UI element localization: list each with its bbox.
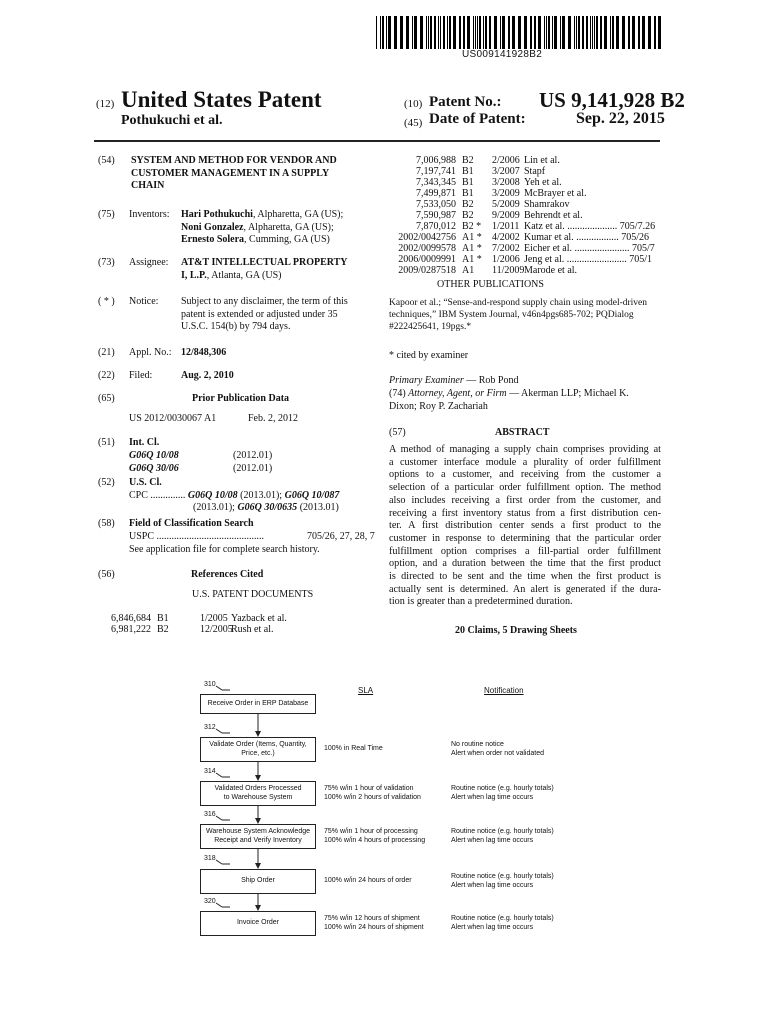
- reference-kind: B2: [462, 199, 474, 210]
- other-publications: [389, 297, 669, 333]
- abstract-line: selection of a particular order fulfillment option. The method: [389, 482, 661, 494]
- reference-row: [380, 243, 680, 254]
- notification-text: [451, 828, 554, 845]
- code-73: (73): [98, 257, 115, 268]
- reference-name: Kumar et al. ................. 705/26: [524, 232, 649, 243]
- reference-kind: B2: [157, 624, 169, 635]
- reference-kind: B1: [462, 188, 474, 199]
- reference-row: [380, 166, 680, 177]
- claims-count: 20 Claims, 5 Drawing Sheets: [455, 625, 577, 636]
- flowchart-step: [200, 694, 316, 714]
- cpc-date: (2013.01);: [193, 502, 238, 513]
- sla-line: 100% w/in 4 hours of processing: [324, 836, 426, 844]
- filed-label: Filed:: [129, 370, 153, 381]
- code-56: (56): [98, 569, 115, 580]
- notification-text: [451, 741, 544, 758]
- prior-pub-title: Prior Publication Data: [192, 393, 290, 404]
- flowchart-step: [200, 781, 316, 806]
- sla-line: 75% w/in 1 hour of validation: [324, 785, 414, 792]
- reference-name: Yazback et al.: [231, 613, 287, 624]
- reference-kind: A1 *: [462, 232, 482, 243]
- reference-no: 2009/0287518: [398, 265, 456, 276]
- notice-label: Notice:: [129, 296, 159, 307]
- assignee: [181, 257, 381, 282]
- reference-date: 3/2009: [492, 188, 520, 199]
- reference-name: Eicher et al. ...................... 705/7: [524, 243, 655, 254]
- cpc-code: G06Q 10/087: [284, 490, 340, 501]
- date-label: Date of Patent:: [429, 111, 526, 127]
- abstract-line: options to a customer, and receiving from the customer a: [389, 469, 661, 481]
- prior-pub-date: Feb. 2, 2012: [248, 413, 298, 424]
- reference-date: 7/2002: [492, 243, 520, 254]
- examiner-name: — Rob Pond: [463, 375, 519, 386]
- code-58: (58): [98, 518, 115, 529]
- notice-line: Subject to any disclaimer, the term of this: [181, 296, 348, 307]
- title-line: CHAIN: [131, 180, 165, 192]
- abstract-line: A method of managing a supply chain comprises providing at: [389, 444, 661, 455]
- reference-row: [380, 254, 680, 265]
- cpc-code: G06Q 10/08: [187, 490, 238, 501]
- inventor-name: Noni Gonzalez: [181, 221, 244, 233]
- notification-line: Routine notice (e.g. hourly totals): [451, 915, 554, 922]
- sla-line: 100% in Real Time: [324, 745, 383, 753]
- reference-row: [380, 210, 680, 221]
- reference-kind: A1: [462, 265, 475, 276]
- cpc-date: (2013.01): [297, 502, 339, 513]
- reference-row: [380, 177, 680, 188]
- uspc-label: USPC ...........................................: [129, 531, 265, 542]
- invention-title: [131, 155, 371, 193]
- reference-date: 9/2009: [492, 210, 520, 221]
- step-reference-number: 316: [204, 811, 216, 818]
- appl-no: 12/848,306: [181, 347, 227, 358]
- inventor-name: Ernesto Solera: [181, 234, 245, 246]
- step-reference-number: 318: [204, 855, 216, 862]
- abstract-line: actually sent is determined. An alert is generated if the dura-: [389, 583, 661, 595]
- first-inventor-short: Pothukuchi et al.: [121, 113, 223, 128]
- reference-no: 2002/0042756: [398, 232, 456, 243]
- inventors: [181, 209, 381, 247]
- step-label: Invoice Order: [236, 919, 280, 927]
- reference-name: Behrendt et al.: [524, 210, 583, 221]
- sla-line: 100% w/in 2 hours of validation: [324, 793, 421, 801]
- code-12: (12): [96, 98, 115, 110]
- assignee-name-cont: I, L.P.: [181, 269, 207, 281]
- attorney-name: — Akerman LLP; Michael K.: [506, 388, 629, 399]
- reference-no: 7,197,741: [416, 166, 456, 177]
- reference-row: [380, 265, 680, 276]
- patent-no-label: Patent No.:: [429, 94, 502, 110]
- step-label: Validate Order (Items, Quantity,: [209, 741, 307, 748]
- reference-name: Yeh et al.: [524, 177, 562, 188]
- abstract-line: customer in response to determining that the particular order: [389, 532, 661, 544]
- step-label: Ship Order: [241, 877, 275, 885]
- reference-kind: B1: [462, 177, 474, 188]
- attorney: [389, 388, 629, 401]
- abstract-line: a customer interface module a plurality of order fulfillment: [389, 456, 661, 468]
- reference-row: [96, 613, 396, 624]
- code-notice: ( * ): [98, 296, 115, 307]
- step-label: Price, etc.): [241, 749, 275, 757]
- reference-kind: B1: [157, 613, 169, 624]
- field-search-label: Field of Classification Search: [129, 518, 254, 529]
- flowchart-step: [200, 869, 316, 894]
- reference-row: [380, 188, 680, 199]
- code-10: (10): [404, 98, 423, 110]
- see-application-note: See application file for complete search history.: [129, 544, 320, 555]
- reference-no: 2002/0099578: [398, 243, 456, 254]
- step-reference-number: 320: [204, 898, 216, 905]
- flowchart-step: [200, 824, 316, 849]
- reference-date: 3/2007: [492, 166, 520, 177]
- header-rule: [94, 140, 660, 142]
- notification-line: Alert when lag time occurs: [451, 793, 534, 801]
- flowchart-step: [200, 911, 316, 936]
- sla-text: [324, 877, 412, 886]
- reference-date: 1/2005: [200, 613, 228, 624]
- sla-column-header: SLA: [358, 686, 374, 695]
- sla-line: 100% w/in 24 hours of shipment: [324, 923, 424, 931]
- abstract-line: fulfillment option comprises a fill-partial order fulfillment: [389, 545, 661, 557]
- code-22: (22): [98, 370, 115, 381]
- inventor-name: Hari Pothukuchi: [181, 209, 253, 220]
- reference-name: Katz et al. .................... 705/7.26: [524, 221, 656, 232]
- sla-text: [324, 785, 421, 802]
- abstract-text: [389, 444, 661, 609]
- step-label: Warehouse System Acknowledge: [205, 828, 310, 835]
- step-reference-number: 310: [204, 681, 216, 688]
- code-54: (54): [98, 155, 115, 166]
- reference-kind: B2 *: [462, 221, 482, 232]
- notice-line: patent is extended or adjusted under 35: [181, 308, 338, 320]
- notification-line: Routine notice (e.g. hourly totals): [451, 785, 554, 792]
- code-57: (57): [389, 427, 406, 438]
- reference-row: [380, 199, 680, 210]
- cpc-date: (2013.01);: [237, 490, 285, 501]
- step-label: to Warehouse System: [223, 793, 293, 801]
- int-cl-date: (2012.01): [233, 463, 273, 474]
- code-74: (74): [389, 388, 409, 399]
- code-75: (75): [98, 209, 115, 220]
- inventors-label: Inventors:: [129, 209, 170, 220]
- reference-date: 11/2009: [492, 265, 525, 276]
- notification-text: [451, 915, 554, 932]
- step-label: Validated Orders Processed: [214, 785, 302, 792]
- reference-name: McBrayer et al.: [524, 188, 587, 199]
- publication-line: Kapoor et al.; “Sense-and-respond supply chain using model-driven: [389, 298, 648, 308]
- reference-no: 7,533,050: [416, 199, 456, 210]
- int-cl-code: G06Q 10/08: [129, 450, 179, 461]
- notification-line: Routine notice (e.g. hourly totals): [451, 828, 554, 835]
- examiner-label: Primary Examiner: [389, 375, 464, 386]
- notification-text: [451, 785, 554, 802]
- code-52: (52): [98, 477, 115, 488]
- cited-by-examiner: * cited by examiner: [389, 350, 469, 361]
- reference-no: 7,870,012: [416, 221, 456, 232]
- abstract-line: option, and a duration between the time that the first product: [389, 558, 661, 570]
- reference-no: 7,499,871: [416, 188, 456, 199]
- notice-line: U.S.C. 154(b) by 794 days.: [181, 321, 291, 333]
- reference-kind: B1: [462, 166, 474, 177]
- barcode: [376, 16, 662, 49]
- notification-line: Alert when lag time occurs: [451, 923, 534, 931]
- assignee-name: AT&T INTELLECTUAL PROPERTY: [181, 257, 348, 268]
- assignee-label: Assignee:: [129, 257, 169, 268]
- notification-line: Alert when lag time occurs: [451, 836, 534, 844]
- reference-name: Marode et al.: [524, 265, 578, 276]
- title-line: SYSTEM AND METHOD FOR VENDOR AND: [131, 155, 337, 166]
- code-51: (51): [98, 437, 115, 448]
- reference-name: Jeng et al. ........................ 705/1: [524, 254, 653, 265]
- attorney-label: Attorney, Agent, or Firm: [408, 388, 507, 399]
- references-cited-title: References Cited: [191, 569, 264, 580]
- abstract-line: receiving a first inventory status from a first distribution cen-: [389, 507, 661, 519]
- notification-line: No routine notice: [451, 741, 504, 748]
- reference-row: [380, 232, 680, 243]
- reference-no: 7,590,987: [416, 210, 456, 221]
- code-21: (21): [98, 347, 115, 358]
- filed-date: Aug. 2, 2010: [181, 370, 234, 381]
- step-label: Receive Order in ERP Database: [207, 699, 309, 707]
- notification-line: Alert when lag time occurs: [451, 881, 534, 889]
- reference-no: 6,846,684: [111, 613, 151, 624]
- cpc-label: CPC ..............: [129, 490, 186, 501]
- code-45: (45): [404, 117, 423, 129]
- abstract-line: also includes receiving a first order from the customer, and: [389, 494, 661, 506]
- abstract-title: ABSTRACT: [495, 427, 550, 438]
- inventor-location: , Alpharetta, GA (US);: [243, 221, 334, 233]
- notice-text: [181, 296, 381, 334]
- reference-date: 2/2006: [492, 155, 520, 166]
- sla-line: 75% w/in 12 hours of shipment: [324, 915, 420, 922]
- sla-line: 75% w/in 1 hour of processing: [324, 828, 418, 835]
- sla-text: [324, 828, 425, 845]
- notification-line: Alert when order not validated: [451, 749, 544, 757]
- reference-row: [380, 221, 680, 232]
- notification-column-header: Notification: [484, 686, 524, 695]
- patent-number: US 9,141,928 B2: [539, 88, 685, 112]
- notification-line: Routine notice (e.g. hourly totals): [451, 873, 554, 880]
- reference-name: Lin et al.: [524, 155, 560, 166]
- reference-kind: A1 *: [462, 254, 482, 265]
- cpc-code: G06Q 30/0635: [237, 502, 298, 513]
- reference-date: 5/2009: [492, 199, 520, 210]
- sla-text: [324, 915, 424, 932]
- int-cl-date: (2012.01): [233, 450, 273, 461]
- title-line: CUSTOMER MANAGEMENT IN A SUPPLY: [131, 167, 330, 179]
- reference-row: [380, 155, 680, 166]
- reference-kind: A1 *: [462, 243, 482, 254]
- code-65: (65): [98, 393, 115, 404]
- cpc-line-cont: [193, 502, 339, 515]
- prior-pub-number: US 2012/0030067 A1: [129, 413, 217, 424]
- reference-no: 7,006,988: [416, 155, 456, 166]
- reference-row: [96, 624, 396, 635]
- step-reference-number: 314: [204, 768, 216, 775]
- step-reference-number: 312: [204, 724, 216, 731]
- assignee-location: , Atlanta, GA (US): [206, 269, 282, 281]
- abstract-line: tion is greater than a predetermined duration.: [389, 596, 573, 608]
- reference-no: 2006/0009991: [398, 254, 456, 265]
- reference-no: 7,343,345: [416, 177, 456, 188]
- reference-date: 4/2002: [492, 232, 520, 243]
- flowchart-step: [200, 737, 316, 762]
- reference-date: 1/2006: [492, 254, 520, 265]
- barcode-number: US009141928B2: [462, 49, 543, 60]
- reference-name: Rush et al.: [231, 624, 274, 635]
- publication-line: techniques,” IBM System Journal, v46n4pgs685-702; PQDialog: [389, 310, 634, 320]
- us-cl-label: U.S. Cl.: [129, 477, 162, 488]
- other-publications-title: OTHER PUBLICATIONS: [437, 279, 544, 290]
- int-cl-label: Int. Cl.: [129, 437, 160, 448]
- abstract-line: is directed to be sent and the time when the first product is: [389, 571, 661, 583]
- appl-no-label: Appl. No.:: [129, 347, 172, 358]
- patent-date: Sep. 22, 2015: [576, 110, 665, 127]
- attorney-cont: Dixon; Roy P. Zachariah: [389, 401, 488, 412]
- us-patent-documents-title: U.S. PATENT DOCUMENTS: [192, 589, 314, 600]
- publication-line: #222425641, 19pgs.*: [389, 322, 472, 332]
- document-title: United States Patent: [121, 87, 322, 112]
- reference-name: Shamrakov: [524, 199, 570, 210]
- sla-line: 100% w/in 24 hours of order: [324, 877, 412, 885]
- reference-date: 1/2011: [492, 221, 520, 232]
- reference-date: 3/2008: [492, 177, 520, 188]
- cpc-line: [129, 490, 339, 503]
- reference-name: Stapf: [524, 166, 546, 177]
- reference-date: 12/2005: [200, 624, 233, 635]
- step-label: Receipt and Verify Inventory: [214, 836, 302, 844]
- primary-examiner: [389, 375, 518, 388]
- sla-text: [324, 745, 383, 754]
- inventor-location: , Alpharetta, GA (US);: [252, 209, 344, 220]
- notification-text: [451, 873, 554, 890]
- abstract-line: ter. A first distribution center sends a first product to the: [389, 520, 661, 532]
- reference-kind: B2: [462, 210, 474, 221]
- reference-kind: B2: [462, 155, 474, 166]
- int-cl-code: G06Q 30/06: [129, 463, 179, 474]
- inventor-location: , Cumming, GA (US): [244, 234, 330, 246]
- uspc-value: 705/26, 27, 28, 7: [307, 531, 375, 542]
- reference-no: 6,981,222: [111, 624, 151, 635]
